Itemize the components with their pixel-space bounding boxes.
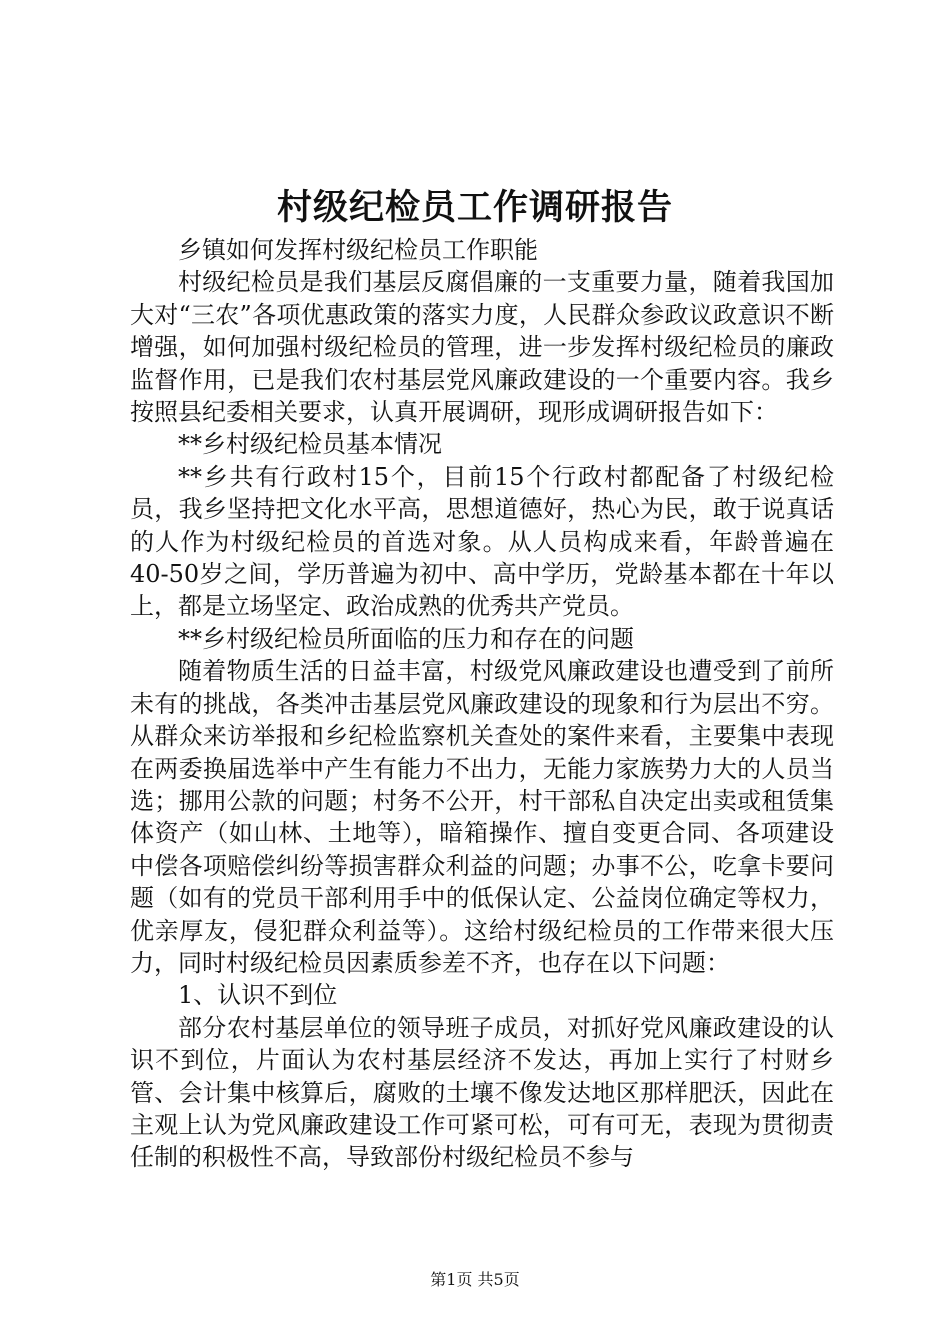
paragraph: 随着物质生活的日益丰富，村级党风廉政建设也遭受到了前所未有的挑战，各类冲击基层党风廉政建设的现象和行为层出不穷。从群众来访举报和乡纪检监察机关查处的案件来看，主要集中表现在两委换届选举中产生有能力不出力，无能力家族势力大的人员当选；挪用公款的问题；村务不公开，村干部私自决定出卖或租赁集体资产（如山林、土地等），暗箱操作、擅自变更合同、各项建设中偿各项赔偿纠纷等损害群众利益的问题；办事不公，吃拿卡要问题（如有的党员干部利用手中的低保认定、公益岗位确定等权力，优亲厚友，侵犯群众利益等）。这给村级纪检员的工作带来很大压力，同时村级纪检员因素质参差不齐，也存在以下问题： [130, 657, 834, 977]
document-body [130, 234, 834, 1174]
paragraph-subtitle: 乡镇如何发挥村级纪检员工作职能 [178, 236, 538, 264]
section-heading: **乡村级纪检员基本情况 [178, 430, 442, 459]
page-footer: 第1页 共5页 [430, 1270, 520, 1289]
section-heading: 1、认识不到位 [178, 981, 338, 1010]
section-heading: **乡村级纪检员所面临的压力和存在的问题 [178, 624, 634, 653]
paragraph: **乡共有行政村15个，目前15个行政村都配备了村级纪检员，我乡坚持把文化水平高，思想道德好，热心为民，敢于说真话的人作为村级纪检员的首选对象。从人员构成来看，年龄普遍在40-50岁之间，学历普遍为初中、高中学历，党龄基本都在十年以上，都是立场坚定、政治成熟的优秀共产党员。 [130, 462, 834, 621]
document-title: 村级纪检员工作调研报告 [276, 187, 673, 228]
paragraph: 村级纪检员是我们基层反腐倡廉的一支重要力量，随着我国加大对“三农”各项优惠政策的落实力度，人民群众参政议政意识不断增强，如何加强村级纪检员的管理，进一步发挥村级纪检员的廉政监督作用，已是我们农村基层党风廉政建设的一个重要内容。我乡按照县纪委相关要求，认真开展调研，现形成调研报告如下： [130, 268, 834, 427]
paragraph: 部分农村基层单位的领导班子成员，对抓好党风廉政建设的认识不到位，片面认为农村基层经济不发达，再加上实行了村财乡管、会计集中核算后，腐败的土壤不像发达地区那样肥沃，因此在主观上认为党风廉政建设工作可紧可松，可有可无，表现为贯彻责任制的积极性不高，导致部份村级纪检员不参与 [130, 1013, 834, 1172]
